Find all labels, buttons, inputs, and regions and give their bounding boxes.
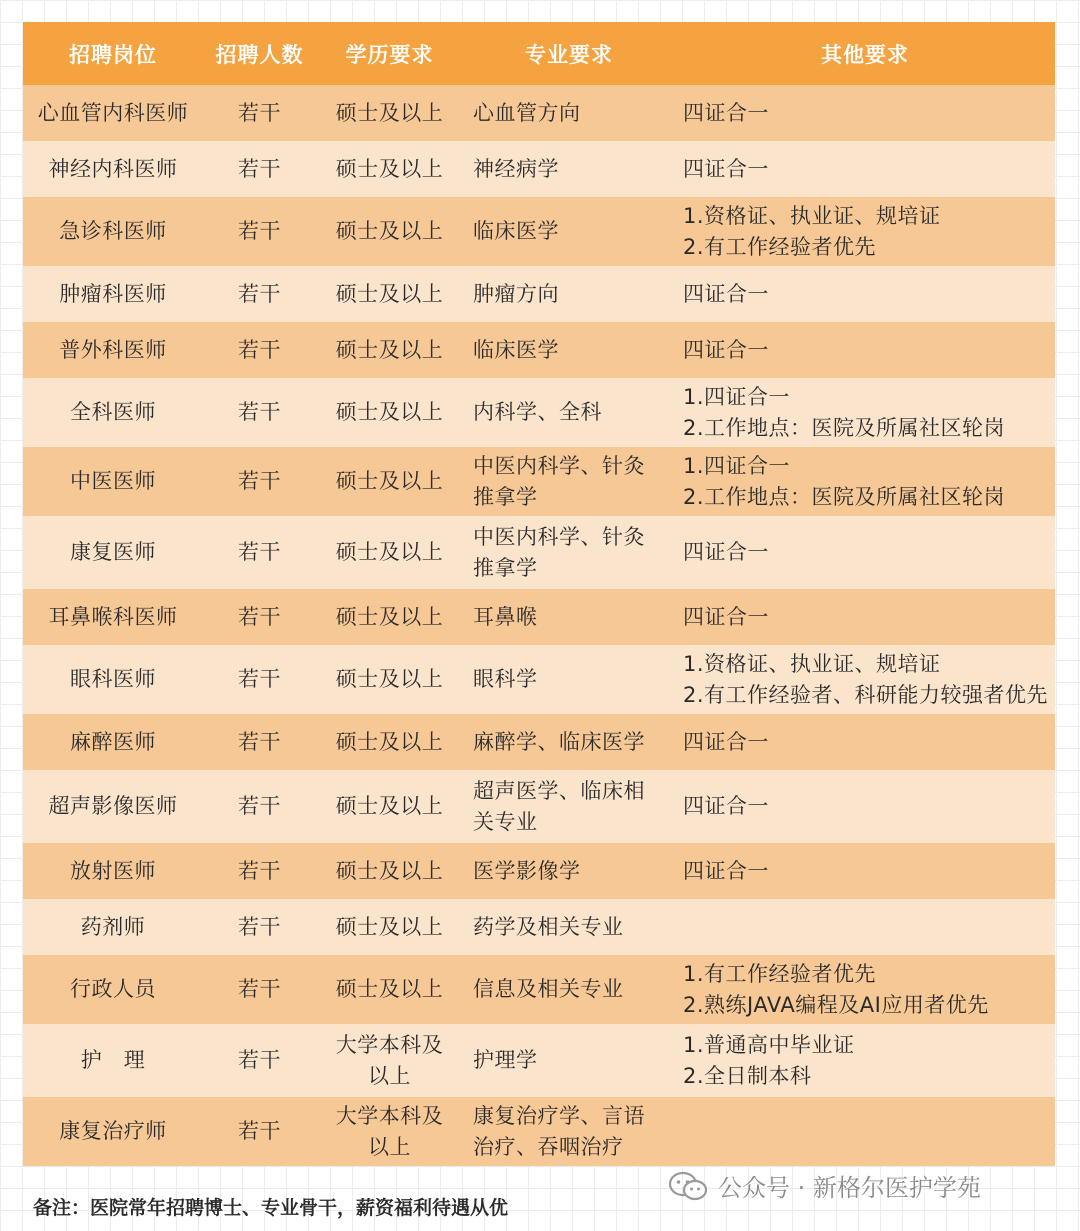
cell-other-line: 四证合一 xyxy=(683,100,769,125)
header-major: 专业要求 xyxy=(463,22,675,85)
cell-education-line: 硕士及以上 xyxy=(335,604,444,629)
cell-count: 若干 xyxy=(203,378,316,447)
cell-other xyxy=(675,770,1055,843)
cell-other xyxy=(675,899,1055,955)
cell-other-line: 四证合一 xyxy=(683,794,769,818)
cell-education xyxy=(316,714,463,770)
cell-position: 中医医师 xyxy=(23,447,203,516)
cell-education-line: 大学本科及 xyxy=(335,1103,444,1128)
recruitment-table-container xyxy=(23,22,1055,1166)
table-row xyxy=(23,770,1055,843)
cell-count: 若干 xyxy=(203,714,316,770)
cell-major-line: 信息及相关专业 xyxy=(473,977,624,1001)
cell-education-line: 硕士及以上 xyxy=(335,667,444,691)
cell-position: 康复医师 xyxy=(23,516,203,589)
watermark xyxy=(668,1168,981,1203)
cell-other xyxy=(675,955,1055,1024)
cell-other xyxy=(675,197,1055,266)
cell-position: 行政人员 xyxy=(23,955,203,1024)
cell-major xyxy=(463,645,675,714)
cell-position: 康复治疗师 xyxy=(23,1097,203,1166)
cell-other-line: 1.资格证、执业证、规培证 xyxy=(683,203,941,228)
cell-count: 若干 xyxy=(203,770,316,843)
cell-other xyxy=(675,378,1055,447)
cell-other-line: 1.资格证、执业证、规培证 xyxy=(683,651,941,676)
cell-position: 心血管内科医师 xyxy=(23,85,203,141)
cell-other xyxy=(675,322,1055,378)
cell-major xyxy=(463,1024,675,1097)
table-row xyxy=(23,714,1055,770)
cell-other-line: 四证合一 xyxy=(683,337,769,362)
cell-major xyxy=(463,516,675,589)
cell-major-line: 耳鼻喉 xyxy=(473,604,538,629)
cell-major-line: 麻醉学、临床医学 xyxy=(473,729,645,754)
cell-education xyxy=(316,770,463,843)
cell-other xyxy=(675,645,1055,714)
table-row xyxy=(23,141,1055,197)
cell-education-line: 硕士及以上 xyxy=(335,977,444,1001)
cell-position: 肿瘤科医师 xyxy=(23,266,203,322)
cell-major-line: 肿瘤方向 xyxy=(473,281,559,306)
cell-position: 护 理 xyxy=(23,1024,203,1097)
table-row xyxy=(23,1097,1055,1166)
cell-education xyxy=(316,85,463,141)
cell-other-line: 四证合一 xyxy=(683,729,769,754)
cell-count: 若干 xyxy=(203,589,316,645)
cell-position: 药剂师 xyxy=(23,899,203,955)
cell-count: 若干 xyxy=(203,322,316,378)
table-row xyxy=(23,378,1055,447)
cell-other-line: 四证合一 xyxy=(683,540,769,564)
cell-position: 眼科医师 xyxy=(23,645,203,714)
cell-education xyxy=(316,589,463,645)
cell-education-line: 硕士及以上 xyxy=(335,729,444,754)
cell-education-line: 硕士及以上 xyxy=(335,219,444,243)
cell-education xyxy=(316,447,463,516)
cell-major-line: 推拿学 xyxy=(473,555,538,580)
table-header-row xyxy=(23,22,1055,85)
cell-position: 麻醉医师 xyxy=(23,714,203,770)
cell-major xyxy=(463,770,675,843)
cell-education-line: 硕士及以上 xyxy=(335,914,444,939)
cell-major-line: 推拿学 xyxy=(473,484,538,509)
cell-other-line: 2.熟练JAVA编程及AI应用者优先 xyxy=(683,992,989,1017)
table-row xyxy=(23,843,1055,899)
cell-major xyxy=(463,714,675,770)
cell-other-line: 四证合一 xyxy=(683,156,769,181)
header-position: 招聘岗位 xyxy=(23,22,203,85)
cell-major-line: 治疗、吞咽治疗 xyxy=(473,1134,624,1159)
cell-education-line: 硕士及以上 xyxy=(335,281,444,306)
cell-position: 神经内科医师 xyxy=(23,141,203,197)
header-education: 学历要求 xyxy=(316,22,463,85)
cell-education xyxy=(316,516,463,589)
table-row xyxy=(23,645,1055,714)
wechat-icon xyxy=(668,1171,708,1201)
cell-other-line: 2.有工作经验者优先 xyxy=(683,234,877,259)
cell-other-line: 1.普通高中毕业证 xyxy=(683,1032,855,1057)
table-row xyxy=(23,955,1055,1024)
cell-major xyxy=(463,589,675,645)
cell-count: 若干 xyxy=(203,197,316,266)
table-row xyxy=(23,1024,1055,1097)
cell-major-line: 医学影像学 xyxy=(473,858,581,883)
cell-other-line: 2.工作地点：医院及所属社区轮岗 xyxy=(683,484,1006,509)
cell-other xyxy=(675,447,1055,516)
cell-count: 若干 xyxy=(203,447,316,516)
table-row xyxy=(23,899,1055,955)
cell-education xyxy=(316,322,463,378)
cell-education xyxy=(316,1097,463,1166)
cell-major-line: 心血管方向 xyxy=(473,100,581,125)
cell-education xyxy=(316,378,463,447)
table-row xyxy=(23,266,1055,322)
cell-major xyxy=(463,266,675,322)
cell-position: 耳鼻喉科医师 xyxy=(23,589,203,645)
cell-education-line: 大学本科及 xyxy=(335,1032,444,1057)
cell-major-line: 神经病学 xyxy=(473,156,559,181)
cell-education-line: 硕士及以上 xyxy=(335,858,444,883)
cell-other xyxy=(675,1024,1055,1097)
cell-other-line: 1.有工作经验者优先 xyxy=(683,961,877,986)
cell-major xyxy=(463,447,675,516)
cell-education-line: 以上 xyxy=(368,1063,411,1088)
cell-other-line: 四证合一 xyxy=(683,281,769,306)
cell-major-line: 临床医学 xyxy=(473,337,559,362)
cell-position: 普外科医师 xyxy=(23,322,203,378)
cell-education xyxy=(316,141,463,197)
cell-education xyxy=(316,899,463,955)
table-row xyxy=(23,322,1055,378)
cell-education-line: 硕士及以上 xyxy=(335,100,444,125)
header-other: 其他要求 xyxy=(675,22,1055,85)
cell-major-line: 护理学 xyxy=(473,1048,538,1072)
cell-major-line: 超声医学、临床相 xyxy=(473,778,645,803)
cell-other-line: 1.四证合一 xyxy=(683,384,791,409)
cell-major xyxy=(463,1097,675,1166)
cell-major xyxy=(463,843,675,899)
header-count: 招聘人数 xyxy=(203,22,316,85)
table-row xyxy=(23,589,1055,645)
cell-major xyxy=(463,85,675,141)
cell-other xyxy=(675,1097,1055,1166)
table-row xyxy=(23,447,1055,516)
cell-other xyxy=(675,516,1055,589)
cell-position: 急诊科医师 xyxy=(23,197,203,266)
cell-other-line: 四证合一 xyxy=(683,604,769,629)
cell-other-line: 1.四证合一 xyxy=(683,453,791,478)
recruitment-table xyxy=(23,22,1055,1166)
table-body xyxy=(23,85,1055,1166)
cell-count: 若干 xyxy=(203,843,316,899)
cell-major-line: 中医内科学、针灸 xyxy=(473,524,645,549)
cell-count: 若干 xyxy=(203,141,316,197)
cell-other-line: 2.全日制本科 xyxy=(683,1063,812,1088)
cell-count: 若干 xyxy=(203,516,316,589)
cell-count: 若干 xyxy=(203,955,316,1024)
cell-other xyxy=(675,843,1055,899)
cell-other-line: 2.有工作经验者、科研能力较强者优先 xyxy=(683,682,1049,707)
cell-major-line: 中医内科学、针灸 xyxy=(473,453,645,478)
cell-major-line: 眼科学 xyxy=(473,667,538,691)
cell-education xyxy=(316,843,463,899)
cell-position: 全科医师 xyxy=(23,378,203,447)
table-row xyxy=(23,516,1055,589)
cell-major xyxy=(463,899,675,955)
cell-major-line: 临床医学 xyxy=(473,219,559,243)
cell-count: 若干 xyxy=(203,85,316,141)
table-row xyxy=(23,85,1055,141)
cell-other xyxy=(675,141,1055,197)
cell-education-line: 硕士及以上 xyxy=(335,337,444,362)
cell-education xyxy=(316,266,463,322)
cell-education-line: 硕士及以上 xyxy=(335,794,444,818)
cell-major xyxy=(463,141,675,197)
cell-education-line: 以上 xyxy=(368,1134,411,1159)
cell-other xyxy=(675,266,1055,322)
cell-major-line: 药学及相关专业 xyxy=(473,914,624,939)
cell-education xyxy=(316,1024,463,1097)
watermark-text: 公众号 · 新格尔医护学苑 xyxy=(718,1174,981,1202)
cell-other xyxy=(675,589,1055,645)
cell-major-line: 康复治疗学、言语 xyxy=(473,1103,645,1128)
cell-major xyxy=(463,197,675,266)
cell-count: 若干 xyxy=(203,645,316,714)
cell-position: 放射医师 xyxy=(23,843,203,899)
cell-count: 若干 xyxy=(203,266,316,322)
cell-major xyxy=(463,322,675,378)
cell-education-line: 硕士及以上 xyxy=(335,156,444,181)
footnote: 备注：医院常年招聘博士、专业骨干，薪资福利待遇从优 xyxy=(33,1197,509,1219)
cell-count: 若干 xyxy=(203,1024,316,1097)
table-row xyxy=(23,197,1055,266)
cell-education-line: 硕士及以上 xyxy=(335,469,444,493)
cell-other-line: 2.工作地点：医院及所属社区轮岗 xyxy=(683,415,1006,440)
cell-education-line: 硕士及以上 xyxy=(335,540,444,564)
cell-count: 若干 xyxy=(203,899,316,955)
cell-position: 超声影像医师 xyxy=(23,770,203,843)
cell-other xyxy=(675,85,1055,141)
cell-major-line: 关专业 xyxy=(473,809,538,834)
cell-major xyxy=(463,955,675,1024)
cell-count: 若干 xyxy=(203,1097,316,1166)
cell-education-line: 硕士及以上 xyxy=(335,400,444,424)
cell-education xyxy=(316,197,463,266)
cell-education xyxy=(316,645,463,714)
cell-education xyxy=(316,955,463,1024)
cell-other-line: 四证合一 xyxy=(683,858,769,883)
cell-major-line: 内科学、全科 xyxy=(473,400,602,424)
cell-other xyxy=(675,714,1055,770)
cell-major xyxy=(463,378,675,447)
